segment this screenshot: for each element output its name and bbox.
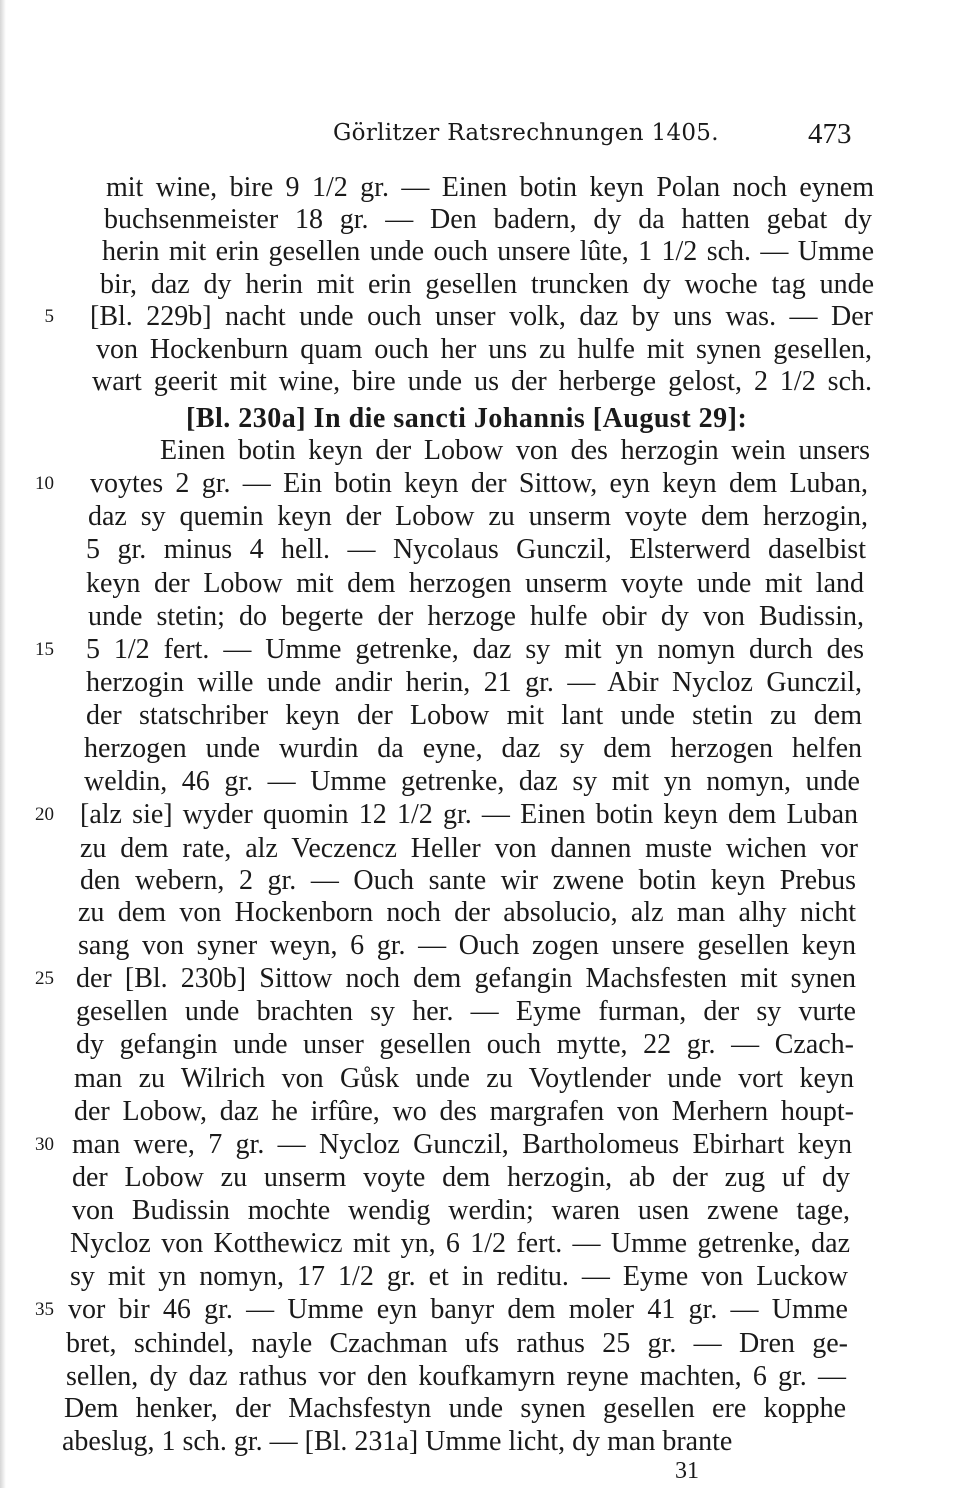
line-text: buchsenmeister 18 gr. — Den badern, dy da hatten gebat dy	[104, 204, 872, 235]
section-heading	[186, 401, 790, 437]
text-line	[76, 961, 856, 997]
line-text: der statschriber keyn der Lobow mit lant unde stetin zu dem	[86, 700, 862, 731]
text-line	[74, 1094, 854, 1130]
line-text: den webern, 2 gr. — Ouch sante wir zwene botin keyn Prebus	[80, 865, 856, 896]
text-line	[72, 1127, 852, 1163]
page-number: 473	[808, 118, 852, 150]
text-line	[62, 1424, 844, 1460]
line-number: 30	[35, 1134, 54, 1155]
line-text: vor bir 46 gr. — Umme eyn banyr dem moler 41 gr. — Umme	[68, 1294, 848, 1325]
text-line	[84, 764, 860, 800]
text-line	[92, 364, 872, 400]
text-line	[80, 863, 856, 899]
line-text: 5 gr. minus 4 hell. — Nycolaus Gunczil, Elsterwerd daselbist	[86, 534, 866, 565]
line-text: herin mit erin gesellen unde ouch unsere lûte, 1 1/2 sch. — Umme	[102, 236, 874, 267]
text-line	[80, 831, 858, 867]
line-text: voytes 2 gr. — Ein botin keyn der Sittow, eyn keyn dem Luban,	[90, 468, 868, 499]
line-text: herzogen unde wurdin da eyne, daz sy dem herzogen helfen	[84, 733, 862, 764]
line-text: daz sy quemin keyn der Lobow zu unserm voyte dem herzogin,	[88, 501, 868, 532]
line-number: 15	[35, 639, 54, 660]
line-text: gesellen unde brachten sy her. — Eyme furman, der sy vurte	[76, 996, 856, 1027]
text-line	[72, 1160, 850, 1196]
line-text: bir, daz dy herin mit erin gesellen truncken dy woche tag unde	[100, 269, 874, 300]
line-text: sellen, dy daz rathus vor den koufkamyrn reyne machten, 6 gr. —	[66, 1361, 846, 1392]
text-line	[102, 234, 874, 270]
line-text: von Budissin mochte wendig werdin; waren usen zwene tage,	[72, 1195, 850, 1226]
line-number: 10	[35, 473, 54, 494]
line-text: Einen botin keyn der Lobow von des herzogin wein unsers	[160, 435, 870, 466]
text-line	[86, 632, 864, 668]
line-text: 5 1/2 fert. — Umme getrenke, daz sy mit yn nomyn durch des	[86, 634, 864, 665]
text-line	[84, 731, 862, 767]
line-text: von Hockenburn quam ouch her uns zu hulfe mit synen gesellen,	[96, 334, 872, 365]
text-line	[70, 1259, 848, 1295]
line-number: 20	[35, 804, 54, 825]
line-text: weldin, 46 gr. — Umme getrenke, daz sy mit yn nomyn, unde	[84, 766, 860, 797]
line-text: man zu Wilrich von Gůsk unde zu Voytlender unde vort keyn	[74, 1063, 854, 1094]
text-line	[88, 499, 868, 535]
line-text: [alz sie] wyder quomin 12 1/2 gr. — Einen botin keyn dem Luban	[80, 799, 858, 830]
line-text: sy mit yn nomyn, 17 1/2 gr. et in reditu. — Eyme von Luckow	[70, 1261, 848, 1292]
text-line	[104, 202, 872, 238]
text-line	[66, 1359, 846, 1395]
line-text: zu dem rate, alz Veczencz Heller von dannen muste wichen vor	[80, 833, 858, 864]
line-text: bret, schindel, nayle Czachman ufs rathus 25 gr. — Dren ge-	[66, 1328, 848, 1359]
text-line	[86, 698, 862, 734]
text-line	[88, 599, 864, 635]
line-text: [Bl. 229b] nacht unde ouch unser volk, daz by uns was. — Der	[90, 301, 873, 332]
line-text: mit wine, bire 9 1/2 gr. — Einen botin keyn Polan noch eynem	[106, 172, 874, 203]
text-line	[78, 928, 856, 964]
text-line	[86, 532, 866, 568]
text-line	[86, 665, 862, 701]
line-text: der Lobow, daz he irfûre, wo des margrafen von Merhern houpt-	[74, 1096, 854, 1127]
text-line	[68, 1292, 848, 1328]
text-line	[160, 433, 870, 469]
text-line	[64, 1391, 846, 1427]
line-text: Dem henker, der Machsfestyn unde synen gesellen ere kopphe	[64, 1393, 846, 1424]
line-text: dy gefangin unde unser gesellen ouch mytte, 22 gr. — Czach-	[76, 1029, 854, 1060]
text-line	[86, 566, 864, 602]
text-line	[80, 797, 858, 833]
line-text: der Lobow zu unserm voyte dem herzogin, ab der zug uf dy	[72, 1162, 850, 1193]
line-text: der [Bl. 230b] Sittow noch dem gefangin Machsfesten mit synen	[76, 963, 856, 994]
line-number: 25	[35, 968, 54, 989]
line-text: Nycloz von Kotthewicz mit yn, 6 1/2 fert. — Umme getrenke, daz	[70, 1228, 850, 1259]
line-number: 5	[44, 306, 54, 327]
text-line	[76, 1027, 854, 1063]
line-text: [Bl. 230a] In die sancti Johannis [August 29]:	[186, 403, 748, 434]
line-number: 35	[35, 1299, 54, 1320]
line-text: zu dem von Hockenborn noch der absolucio, alz man alhy nicht	[78, 897, 856, 928]
line-text: sang von syner weyn, 6 gr. — Ouch zogen unsere gesellen keyn	[78, 930, 856, 961]
text-line	[76, 994, 856, 1030]
line-text: herzogin wille unde andir herin, 21 gr. — Abir Nycloz Gunczil,	[86, 667, 862, 698]
running-head: Görlitzer Ratsrechnungen 1405.	[333, 120, 719, 146]
text-line	[74, 1061, 854, 1097]
text-line	[96, 332, 872, 368]
text-line	[100, 267, 874, 303]
line-text: abeslug, 1 sch. gr. — [Bl. 231a] Umme licht, dy man brante	[62, 1426, 733, 1457]
text-line	[72, 1193, 850, 1229]
line-text: man were, 7 gr. — Nycloz Gunczil, Bartholomeus Ebirhart keyn	[72, 1129, 852, 1160]
text-line	[66, 1326, 848, 1362]
text-line	[78, 895, 856, 931]
text-line	[106, 170, 874, 206]
printer-signature: 31	[675, 1458, 699, 1484]
line-text: unde stetin; do begerte der herzoge hulfe obir dy von Budissin,	[88, 601, 864, 632]
text-line	[90, 466, 868, 502]
line-text: keyn der Lobow mit dem herzogen unserm voyte unde mit land	[86, 568, 864, 599]
line-text: wart geerit mit wine, bire unde us der herberge gelost, 2 1/2 sch.	[92, 366, 872, 397]
text-line	[70, 1226, 850, 1262]
text-line	[90, 299, 873, 335]
